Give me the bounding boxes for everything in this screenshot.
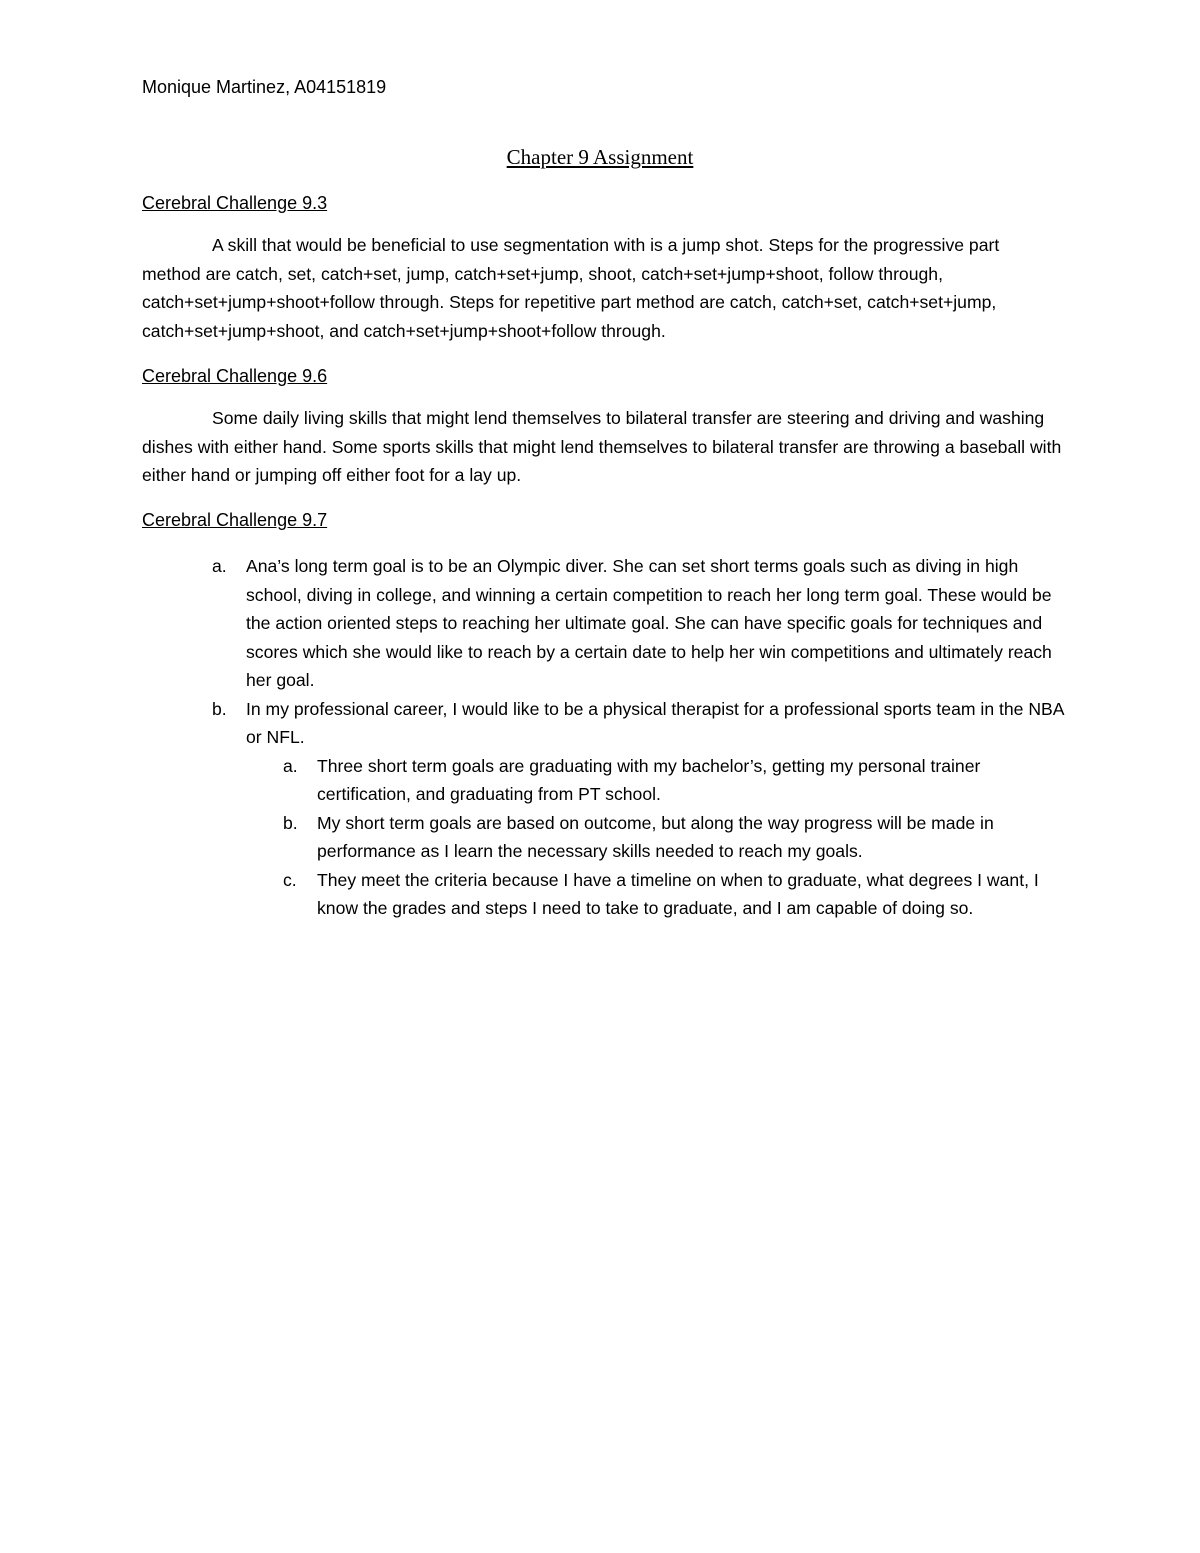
- author-header: Monique Martinez, A04151819: [142, 77, 387, 97]
- list-item-text: They meet the criteria because I have a timeline on when to graduate, what degrees I want, I know the grades and steps I need to take to graduate, and I am capable of doing so.: [317, 869, 1039, 918]
- goals-list: [212, 552, 1066, 923]
- sub-list-item: [283, 866, 1066, 923]
- sub-list-item: [283, 752, 1066, 809]
- document-title: Chapter 9 Assignment: [506, 145, 694, 169]
- sub-list-item: [283, 809, 1066, 866]
- list-item-text: In my professional career, I would like to be a physical therapist for a professional sports team in the NBA or NFL.: [246, 698, 1064, 747]
- section-heading-9-3: Cerebral Challenge 9.3: [142, 193, 328, 213]
- section-heading-9-6: Cerebral Challenge 9.6: [142, 366, 328, 386]
- list-marker: b.: [283, 812, 298, 833]
- list-marker: b.: [212, 698, 227, 719]
- list-item: [212, 695, 1066, 923]
- list-item-text: Three short term goals are graduating with my bachelor’s, getting my personal trainer certification, and graduating from PT school.: [317, 755, 981, 804]
- section-heading-9-7: Cerebral Challenge 9.7: [142, 510, 328, 530]
- section-paragraph-9-6: Some daily living skills that might lend themselves to bilateral transfer are steering and driving and washing dishes with either hand. Some sports skills that might lend themselves to bilateral transfer are throwing a baseball with either hand or jumping off either foot for a lay up.: [142, 408, 1062, 485]
- sub-goals-list: [246, 752, 1066, 923]
- list-marker: a.: [212, 556, 227, 576]
- list-item-text: Ana’s long term goal is to be an Olympic diver. She can set short terms goals such as diving in high school, diving in college, and winning a certain competition to reach her long term goal. These would be the action oriented steps to reaching her ultimate goal. She can have specific goals for techniques and scores which she would like to reach by a certain date to help her win competitions and ultimately reach her goal.: [246, 556, 1052, 690]
- list-marker: c.: [283, 869, 297, 890]
- list-item-text: My short term goals are based on outcome, but along the way progress will be made in performance as I learn the necessary skills needed to reach my goals.: [317, 812, 994, 861]
- section-paragraph-9-3: A skill that would be beneficial to use segmentation with is a jump shot. Steps for the progressive part method are catch, set, catch+set, jump, catch+set+jump, shoot, catch+set+jump+shoot, follow through, catch+set+jump+shoot+follow through. Steps for repetitive part method are catch, catch+set, catch+set+jump, catch+set+jump+shoot, and catch+set+jump+shoot+follow through.: [142, 235, 1000, 341]
- list-marker: a.: [283, 755, 298, 776]
- list-item: [212, 552, 1066, 695]
